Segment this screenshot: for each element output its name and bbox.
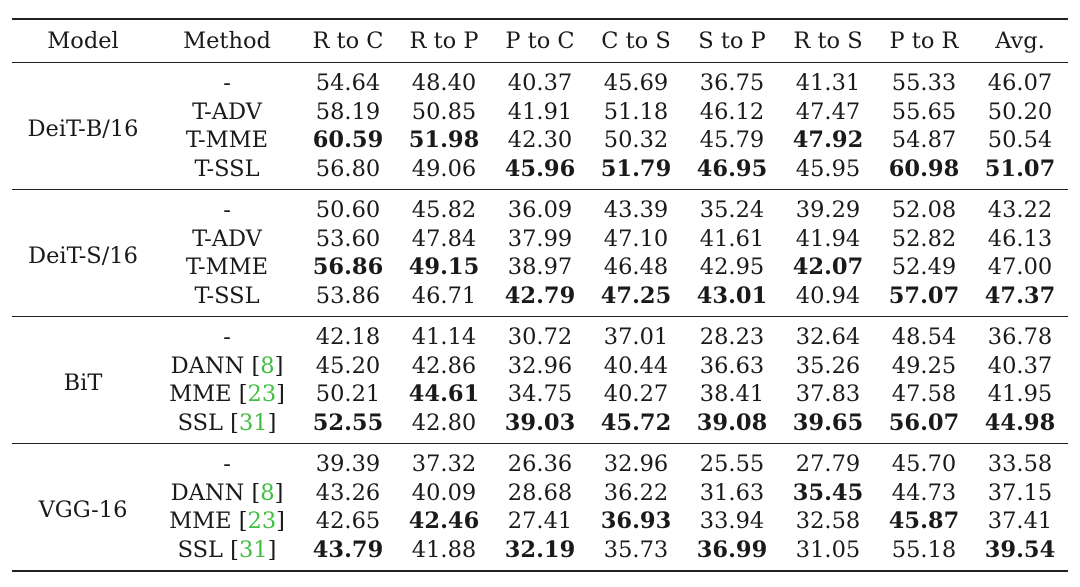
value-cell: 31.63 (699, 479, 765, 506)
value-cell: 52.55 (312, 409, 384, 436)
method-name: - (223, 197, 231, 223)
model-group (12, 63, 1068, 190)
method-name: SSL (177, 536, 223, 563)
value-cell: 40.94 (795, 282, 861, 309)
value-cell: 40.09 (411, 479, 477, 506)
value-cell: 54.87 (891, 127, 957, 153)
value-cell: 31.05 (795, 536, 861, 563)
method-cell (154, 225, 300, 254)
table-row (12, 63, 1068, 98)
value-cell: 52.49 (891, 254, 957, 280)
value-cell: 55.33 (891, 70, 957, 96)
model-group (12, 190, 1068, 317)
value-cell: 27.41 (507, 508, 573, 534)
value-cell: 50.20 (987, 98, 1053, 125)
value-cell: 39.54 (984, 536, 1056, 563)
value-cell: 58.19 (315, 98, 381, 125)
table-row (12, 352, 1068, 381)
method-cell (154, 444, 300, 479)
value-cell: 49.06 (411, 155, 477, 182)
value-cell: 54.64 (315, 70, 381, 96)
header-r-to-s: R to S (793, 28, 863, 54)
value-cell: 39.03 (504, 409, 576, 436)
value-cell: 47.58 (891, 381, 957, 407)
value-cell: 41.94 (795, 225, 861, 252)
value-cell: 50.21 (315, 381, 381, 407)
value-cell: 33.94 (699, 508, 765, 534)
header-method: Method (183, 28, 271, 54)
header-row (12, 19, 1068, 63)
citation-link[interactable]: 31 (238, 409, 268, 436)
value-cell: 45.70 (891, 451, 957, 477)
value-cell: 52.08 (891, 197, 957, 223)
value-cell: 53.86 (315, 282, 381, 309)
value-cell: 35.73 (603, 536, 669, 563)
value-cell: 42.18 (315, 324, 381, 350)
method-name: T-MME (185, 254, 269, 280)
value-cell: 42.86 (411, 352, 477, 379)
method-name: - (223, 70, 231, 96)
value-cell: 57.07 (888, 282, 960, 309)
value-cell: 43.22 (987, 197, 1053, 223)
value-cell: 37.01 (603, 324, 669, 350)
model-name-cell: VGG-16 (38, 496, 128, 523)
value-cell: 45.95 (795, 155, 861, 182)
value-cell: 48.54 (891, 324, 957, 350)
value-cell: 42.46 (408, 508, 480, 534)
value-cell: 45.79 (699, 127, 765, 153)
method-name: DANN (170, 479, 245, 506)
value-cell: 26.36 (507, 451, 573, 477)
method-name: SSL (177, 409, 223, 436)
header-r-to-c: R to C (312, 28, 384, 54)
table-row (12, 282, 1068, 317)
citation-link[interactable]: 23 (247, 381, 277, 407)
method-name: T-SSL (194, 282, 260, 309)
method-name: MME (169, 508, 232, 534)
citation-link[interactable]: 8 (260, 352, 275, 379)
table-row (12, 98, 1068, 127)
value-cell: 36.22 (603, 479, 669, 506)
value-cell: 45.87 (888, 508, 960, 534)
value-cell: 46.48 (603, 254, 669, 280)
value-cell: 40.37 (987, 352, 1053, 379)
value-cell: 36.09 (507, 197, 573, 223)
value-cell: 53.60 (315, 225, 381, 252)
value-cell: 43.79 (312, 536, 384, 563)
value-cell: 41.88 (411, 536, 477, 563)
value-cell: 44.98 (984, 409, 1056, 436)
value-cell: 33.58 (987, 451, 1053, 477)
value-cell: 42.30 (507, 127, 573, 153)
method-name: T-ADV (192, 98, 262, 125)
value-cell: 47.25 (600, 282, 672, 309)
table-row (12, 507, 1068, 536)
value-cell: 40.44 (603, 352, 669, 379)
value-cell: 38.97 (507, 254, 573, 280)
method-name: MME (169, 381, 232, 407)
method-cell: SSL [31] (177, 409, 277, 436)
value-cell: 36.99 (696, 536, 768, 563)
value-cell: 37.32 (411, 451, 477, 477)
value-cell: 41.14 (411, 324, 477, 350)
value-cell: 37.83 (795, 381, 861, 407)
value-cell: 45.96 (504, 155, 576, 182)
header-model: Model (47, 28, 119, 54)
value-cell: 43.26 (315, 479, 381, 506)
method-cell (154, 63, 300, 98)
value-cell: 46.12 (699, 98, 765, 125)
value-cell: 32.19 (504, 536, 576, 563)
value-cell: 37.99 (507, 225, 573, 252)
method-cell: MME [23] (169, 508, 285, 534)
value-cell: 45.69 (603, 70, 669, 96)
value-cell: 55.18 (891, 536, 957, 563)
value-cell: 42.80 (411, 409, 477, 436)
header-p-to-r: P to R (889, 28, 959, 54)
model-group (12, 317, 1068, 444)
header-c-to-s: C to S (601, 28, 671, 54)
method-name: DANN (170, 352, 245, 379)
value-cell: 40.27 (603, 381, 669, 407)
method-cell: MME [23] (169, 381, 285, 407)
header-s-to-p: S to P (698, 28, 766, 54)
value-cell: 36.78 (987, 324, 1053, 350)
value-cell: 42.79 (504, 282, 576, 309)
method-name: T-MME (185, 127, 269, 153)
value-cell: 47.10 (603, 225, 669, 252)
results-table (12, 18, 1068, 572)
value-cell: 32.64 (795, 324, 861, 350)
value-cell: 50.54 (987, 127, 1053, 153)
table-row (12, 225, 1068, 254)
method-name: T-ADV (192, 225, 262, 252)
citation-link[interactable]: 23 (247, 508, 277, 534)
value-cell: 41.95 (987, 381, 1053, 407)
citation-link[interactable]: 31 (238, 536, 268, 563)
value-cell: 32.58 (795, 508, 861, 534)
value-cell: 36.75 (699, 70, 765, 96)
table-row (12, 253, 1068, 282)
value-cell: 38.41 (699, 381, 765, 407)
model-name-cell: DeiT-S/16 (28, 242, 138, 269)
results-table-container (12, 18, 1068, 572)
table-row (12, 409, 1068, 444)
value-cell: 45.72 (600, 409, 672, 436)
header-p-to-c: P to C (505, 28, 575, 54)
header-r-to-p: R to P (409, 28, 479, 54)
value-cell: 47.00 (987, 254, 1053, 280)
value-cell: 50.60 (315, 197, 381, 223)
table-row (12, 126, 1068, 155)
method-cell (154, 126, 300, 155)
method-cell (154, 317, 300, 352)
header-avg: Avg. (995, 28, 1045, 54)
value-cell: 45.20 (315, 352, 381, 379)
value-cell: 49.15 (408, 254, 480, 280)
table-row (12, 479, 1068, 508)
table-row (12, 190, 1068, 225)
value-cell: 48.40 (411, 70, 477, 96)
value-cell: 60.98 (888, 155, 960, 182)
method-cell: SSL [31] (177, 536, 277, 563)
model-name-cell: BiT (63, 369, 103, 396)
value-cell: 28.23 (699, 324, 765, 350)
value-cell: 56.07 (888, 409, 960, 436)
value-cell: 44.73 (891, 479, 957, 506)
value-cell: 60.59 (312, 127, 384, 153)
value-cell: 36.63 (699, 352, 765, 379)
value-cell: 43.39 (603, 197, 669, 223)
value-cell: 45.82 (411, 197, 477, 223)
model-group (12, 444, 1068, 572)
value-cell: 42.95 (699, 254, 765, 280)
value-cell: 47.37 (984, 282, 1056, 309)
value-cell: 49.25 (891, 352, 957, 379)
table-row (12, 444, 1068, 479)
value-cell: 44.61 (408, 381, 480, 407)
value-cell: 30.72 (507, 324, 573, 350)
value-cell: 28.68 (507, 479, 573, 506)
model-name-cell: DeiT-B/16 (27, 115, 139, 142)
value-cell: 42.07 (792, 254, 864, 280)
value-cell: 47.84 (411, 225, 477, 252)
value-cell: 50.32 (603, 127, 669, 153)
citation-link[interactable]: 8 (260, 479, 275, 506)
value-cell: 51.07 (984, 155, 1056, 182)
value-cell: 35.24 (699, 197, 765, 223)
value-cell: 32.96 (603, 451, 669, 477)
method-cell (154, 282, 300, 317)
value-cell: 37.15 (987, 479, 1053, 506)
value-cell: 40.37 (507, 70, 573, 96)
value-cell: 51.18 (603, 98, 669, 125)
method-name: - (223, 451, 231, 477)
value-cell: 39.65 (792, 409, 864, 436)
value-cell: 43.01 (696, 282, 768, 309)
value-cell: 39.29 (795, 197, 861, 223)
value-cell: 35.26 (795, 352, 861, 379)
value-cell: 34.75 (507, 381, 573, 407)
value-cell: 50.85 (411, 98, 477, 125)
value-cell: 39.08 (696, 409, 768, 436)
value-cell: 46.07 (987, 70, 1053, 96)
value-cell: 51.98 (408, 127, 480, 153)
method-cell: DANN [8] (170, 352, 284, 379)
value-cell: 56.80 (315, 155, 381, 182)
table-row (12, 155, 1068, 190)
value-cell: 37.41 (987, 508, 1053, 534)
table-row (12, 536, 1068, 572)
value-cell: 46.95 (696, 155, 768, 182)
value-cell: 47.47 (795, 98, 861, 125)
value-cell: 42.65 (315, 508, 381, 534)
value-cell: 35.45 (792, 479, 864, 506)
method-cell (154, 253, 300, 282)
table-row (12, 380, 1068, 409)
method-cell (154, 98, 300, 127)
method-name: - (223, 324, 231, 350)
value-cell: 46.13 (987, 225, 1053, 252)
value-cell: 41.91 (507, 98, 573, 125)
value-cell: 27.79 (795, 451, 861, 477)
method-cell (154, 155, 300, 190)
method-cell (154, 190, 300, 225)
value-cell: 47.92 (792, 127, 864, 153)
value-cell: 41.61 (699, 225, 765, 252)
table-header (12, 19, 1068, 63)
value-cell: 52.82 (891, 225, 957, 252)
value-cell: 41.31 (795, 70, 861, 96)
value-cell: 36.93 (600, 508, 672, 534)
value-cell: 32.96 (507, 352, 573, 379)
value-cell: 55.65 (891, 98, 957, 125)
value-cell: 25.55 (699, 451, 765, 477)
value-cell: 51.79 (600, 155, 672, 182)
table-row (12, 317, 1068, 352)
value-cell: 56.86 (312, 254, 384, 280)
method-name: T-SSL (194, 155, 260, 182)
value-cell: 39.39 (315, 451, 381, 477)
method-cell: DANN [8] (170, 479, 284, 506)
value-cell: 46.71 (411, 282, 477, 309)
